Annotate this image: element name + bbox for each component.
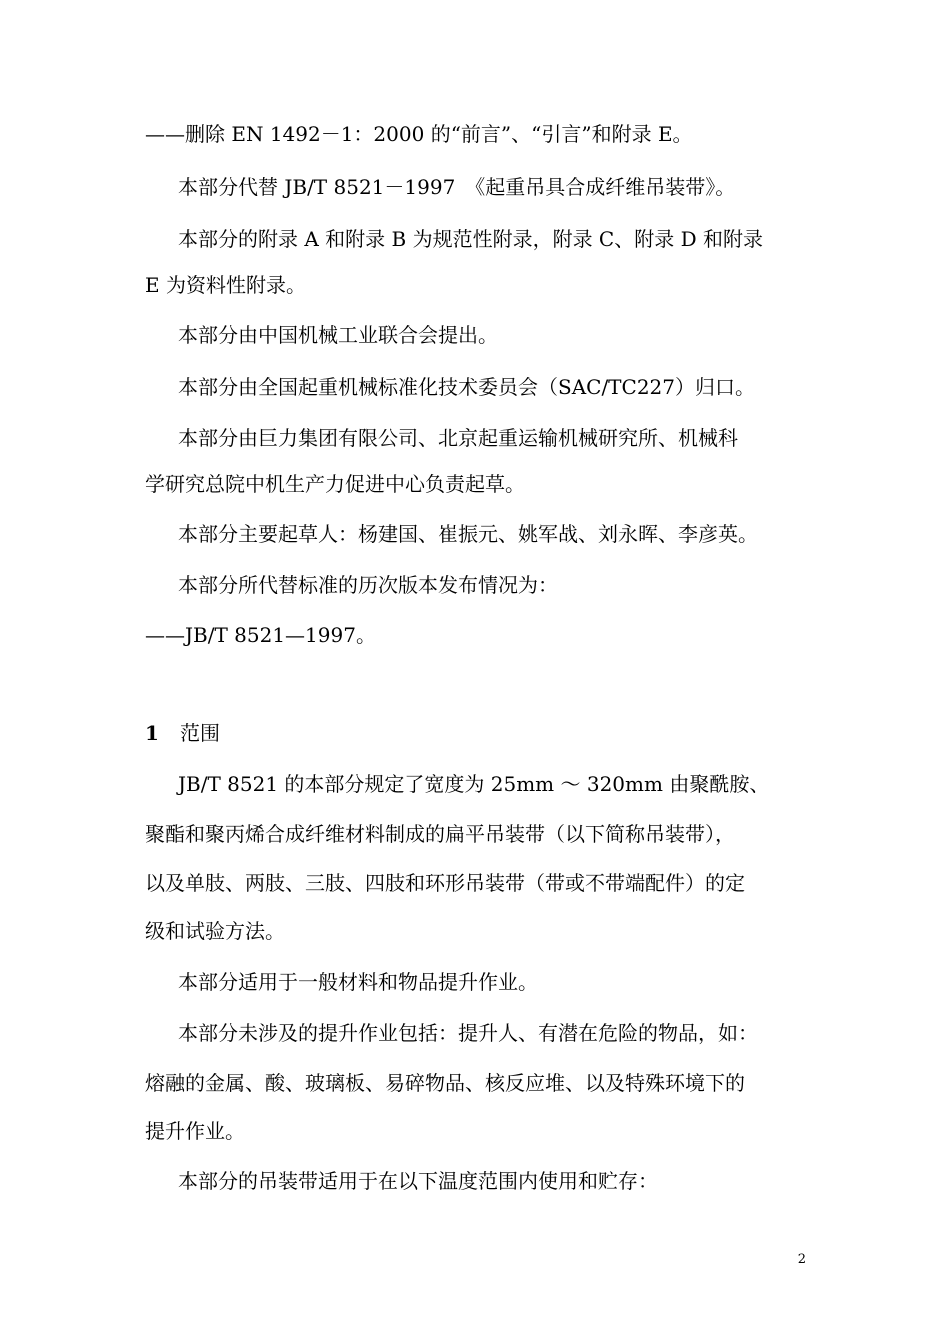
scope-line-3: 以及单肢、两肢、三肢、四肢和环形吊装带（带或不带端配件）的定 — [145, 871, 745, 895]
scope-line-9: 本部分的吊装带适用于在以下温度范围内使用和贮存： — [178, 1169, 658, 1193]
scope-line-7: 熔融的金属、酸、玻璃板、易碎物品、核反应堆、以及特殊环境下的 — [145, 1071, 745, 1095]
foreword-line-11: ——JB/T 8521—1997。 — [145, 623, 376, 647]
foreword-line-5: 本部分由中国机械工业联合会提出。 — [178, 323, 498, 347]
foreword-line-2: 本部分代替 JB/T 8521－1997 《起重吊具合成纤维吊装带》。 — [178, 175, 736, 199]
scope-line-5: 本部分适用于一般材料和物品提升作业。 — [178, 970, 538, 994]
scope-line-8: 提升作业。 — [145, 1119, 245, 1143]
foreword-line-7: 本部分由巨力集团有限公司、北京起重运输机械研究所、机械科 — [178, 426, 738, 450]
scope-line-2: 聚酯和聚丙烯合成纤维材料制成的扁平吊装带（以下简称吊装带）， — [145, 822, 735, 846]
foreword-line-1: ——删除 EN 1492－1：2000 的“前言”、“引言”和附录 E。 — [145, 122, 693, 146]
foreword-line-3: 本部分的附录 A 和附录 B 为规范性附录，附录 C、附录 D 和附录 — [178, 227, 763, 251]
page-number: 2 — [797, 1252, 806, 1267]
foreword-line-4: E 为资料性附录。 — [145, 273, 306, 297]
scope-line-6: 本部分未涉及的提升作业包括：提升人、有潜在危险的物品，如： — [178, 1021, 758, 1045]
foreword-line-10: 本部分所代替标准的历次版本发布情况为： — [178, 573, 558, 597]
scope-line-1: JB/T 8521 的本部分规定了宽度为 25mm ～ 320mm 由聚酰胺、 — [178, 772, 770, 796]
foreword-line-9: 本部分主要起草人：杨建国、崔振元、姚军战、刘永晖、李彦英。 — [178, 522, 758, 546]
section-number: 1 — [145, 721, 159, 745]
foreword-line-8: 学研究总院中机生产力促进中心负责起草。 — [145, 472, 525, 496]
section-title: 范围 — [180, 721, 220, 745]
foreword-line-6: 本部分由全国起重机械标准化技术委员会（SAC/TC227）归口。 — [178, 375, 756, 399]
scope-line-4: 级和试验方法。 — [145, 919, 285, 943]
